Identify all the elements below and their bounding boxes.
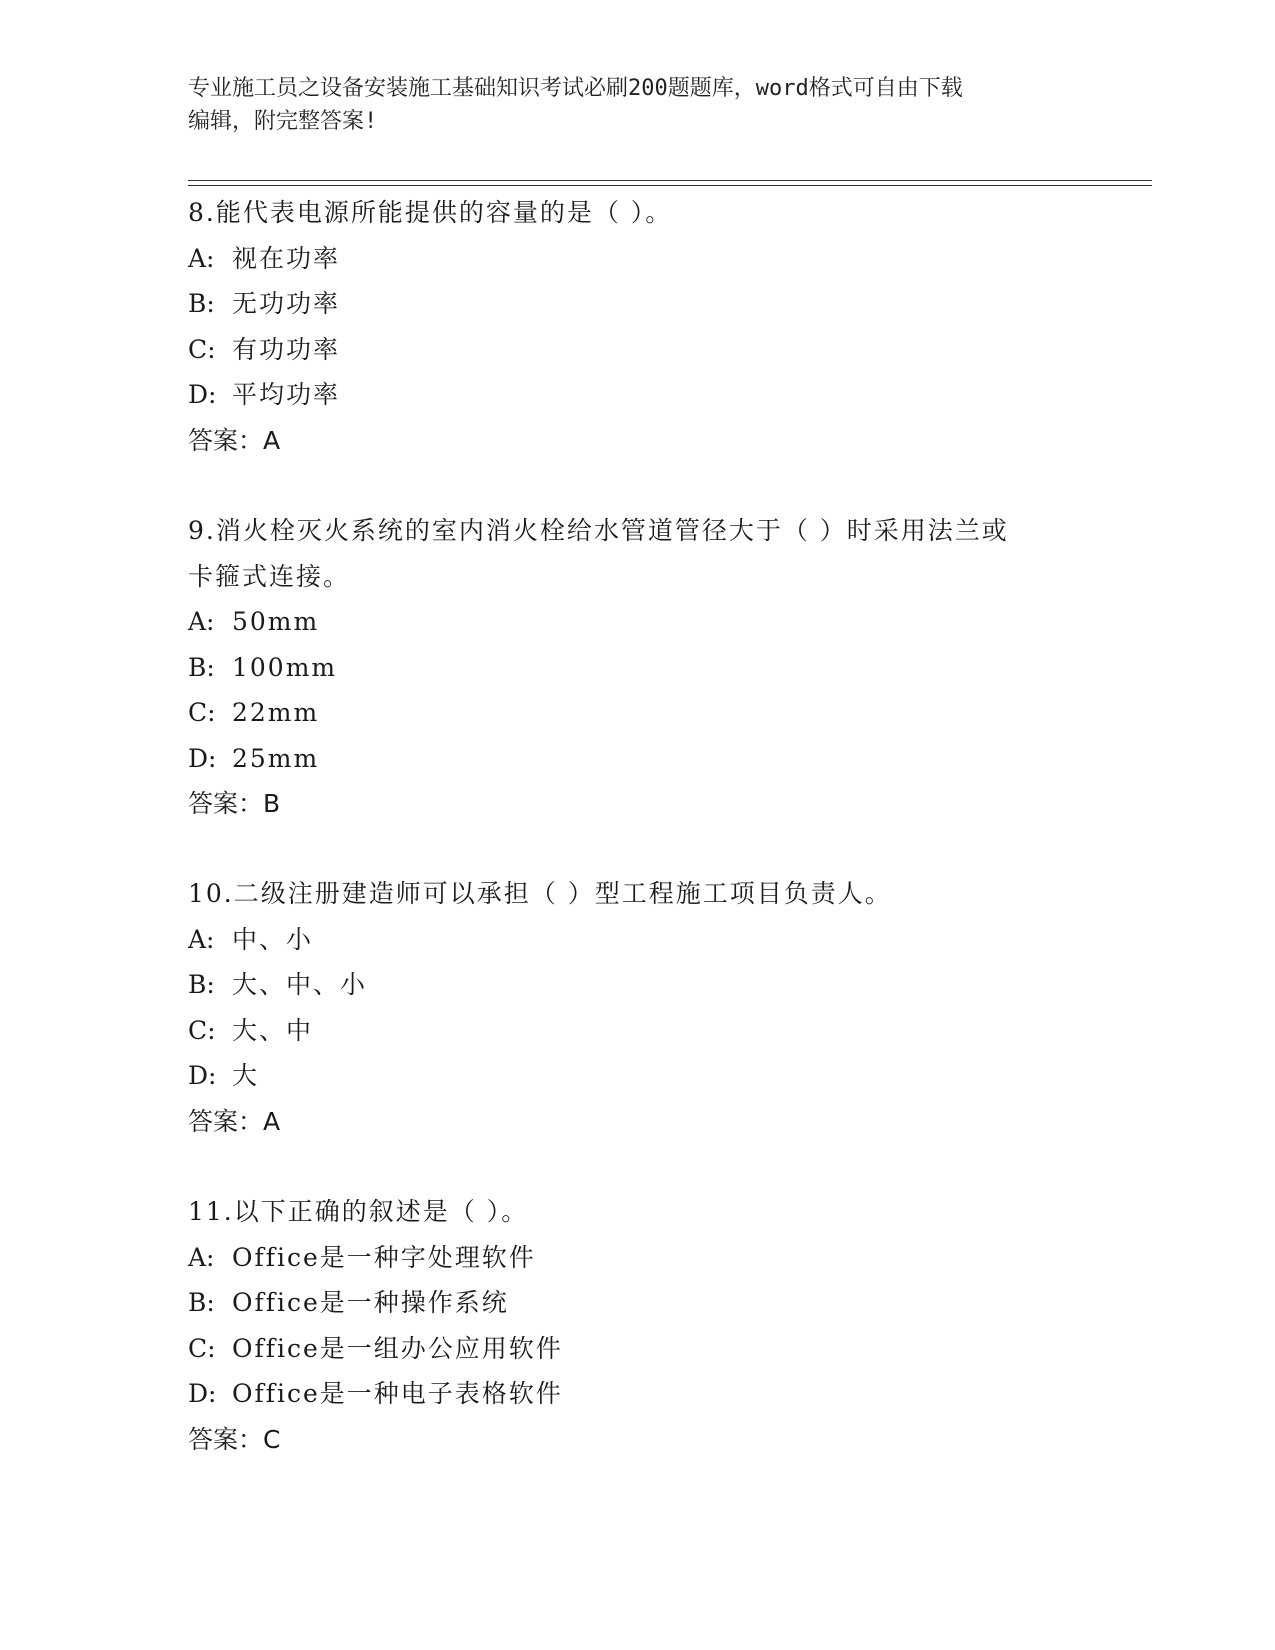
question-block-11 [188,1189,1108,1462]
option-text: Office是一种操作系统 [232,1288,509,1317]
question-text: 9.消火栓灭火系统的室内消火栓给水管道管径大于（ ）时采用法兰或 [188,516,1009,545]
option-letter: B: [188,289,215,318]
option-d [188,1053,1108,1099]
option-letter: A: [188,243,215,273]
question-text-continued: 卡箍式连接。 [188,561,351,591]
option-text: 大、中、小 [232,970,368,999]
header-line-1: 专业施工员之设备安装施工基础知识考试必刷200题题库，word格式可自由下载 [188,76,963,101]
option-letter: B: [188,1288,215,1317]
option-b [188,1280,1108,1326]
header-divider-bottom [188,185,1152,186]
option-c [188,327,1108,373]
option-text: 平均功率 [232,380,341,409]
question-block-8 [188,190,1108,463]
option-letter: C: [188,334,216,364]
option-c [188,690,1108,736]
question-block-10 [188,871,1108,1144]
option-text: 100mm [232,652,338,682]
option-text: 大、中 [232,1015,314,1045]
option-text: 有功功率 [232,334,341,364]
answer-line: 答案：A [188,425,281,455]
option-d [188,1371,1108,1417]
option-letter: B: [188,652,215,682]
option-a [188,917,1108,963]
option-text: 大 [232,1061,260,1090]
option-text: 22mm [232,698,320,727]
option-text: 无功功率 [232,289,341,318]
option-letter: B: [188,970,215,999]
answer-line: 答案：B [188,789,281,818]
question-text: 8.能代表电源所能提供的容量的是（ ）。 [188,198,673,227]
option-letter: A: [188,607,215,636]
answer-line: 答案：A [188,1106,281,1136]
option-a [188,1235,1108,1281]
option-letter: C: [188,1333,216,1363]
header-line-2: 编辑，附完整答案! [188,109,378,134]
header-divider-top [188,180,1152,181]
answer-line: 答案：C [188,1424,281,1454]
option-c [188,1326,1108,1372]
question-text: 10.二级注册建造师可以承担（ ）型工程施工项目负责人。 [188,879,892,908]
option-letter: D: [188,380,217,409]
option-text: 25mm [232,743,320,773]
option-text: Office是一种电子表格软件 [232,1379,563,1408]
option-text: 50mm [232,607,320,636]
option-letter: D: [188,1379,217,1408]
option-letter: A: [188,1242,215,1272]
option-letter: C: [188,698,216,727]
question-block-9 [188,508,1108,827]
option-letter: A: [188,924,215,954]
option-a [188,236,1108,282]
option-a [188,599,1108,645]
option-d [188,736,1108,782]
document-header [188,72,1088,138]
option-letter: D: [188,743,217,773]
question-text: 11.以下正确的叙述是（ ）。 [188,1197,529,1226]
option-text: Office是一种字处理软件 [232,1242,536,1272]
option-letter: D: [188,1061,217,1090]
option-text: 视在功率 [232,243,341,273]
option-text: 中、小 [232,924,314,954]
option-b [188,281,1108,327]
option-b [188,962,1108,1008]
option-c [188,1008,1108,1054]
option-d [188,372,1108,418]
option-text: Office是一组办公应用软件 [232,1333,563,1363]
option-b [188,645,1108,691]
option-letter: C: [188,1015,216,1045]
